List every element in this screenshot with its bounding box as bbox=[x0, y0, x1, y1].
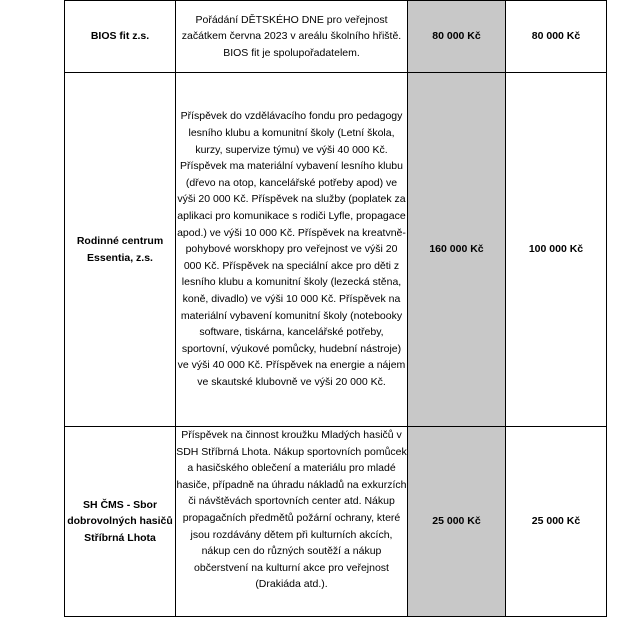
organization-cell: Rodinné centrum Essentia, z.s. bbox=[65, 73, 176, 427]
requested-amount-cell: 80 000 Kč bbox=[408, 1, 506, 73]
table-row bbox=[65, 427, 607, 617]
description-cell: Pořádání DĚTSKÉHO DNE pro veřejnost začátkem června 2023 v areálu školního hřiště. BIOS fit je spolupořadatelem. bbox=[176, 1, 408, 73]
description-cell: Příspěvek na činnost kroužku Mladých hasičů v SDH Stříbrná Lhota. Nákup sportovních pomůcek a hasičského oblečení a materiálu pro mladé hasiče, případně na úhradu nákladů na exkurzích či návštěvách sportovních center atd. Nákup propagačních předmětů požární ochrany, které jsou rozdávány dětem při kulturních akcích, nákup cen do různých soutěží a nákup občerstvení na kulturní akce pro veřejnost (Drakiáda atd.). bbox=[176, 427, 408, 617]
organization-cell: SH ČMS - Sbor dobrovolných hasičů Stříbrná Lhota bbox=[65, 427, 176, 617]
requested-amount-cell: 160 000 Kč bbox=[408, 73, 506, 427]
granted-amount-cell: 80 000 Kč bbox=[506, 1, 607, 73]
requested-amount-cell: 25 000 Kč bbox=[408, 427, 506, 617]
grants-table bbox=[64, 0, 607, 617]
table-row bbox=[65, 1, 607, 73]
description-cell: Příspěvek do vzdělávacího fondu pro pedagogy lesního klubu a komunitní školy (Letní škola, kurzy, supervize týmu) ve výši 40 000 Kč. Příspěvek ma materiální vybavení lesního klubu (dřevo na otop, kancelářské potřeby apod) ve výši 20 000 Kč. Příspěvek na služby (poplatek za aplikaci pro komunikace s rodiči Lyfle, propagace apod.) ve výši 10 000 Kč. Příspěvek na kreatvně-pohybové worskhopy pro veřejnost ve výši 20 000 Kč. Příspěvek na speciální akce pro děti z lesního klubu a komunitní školy (lezecká stěna, koně, divadlo) ve výši 10 000 Kč. Příspěvek na materiální vybavení komunitní školy (notebooky software, tiskárna, kancelářské potřeby, sportovní, výukové pomůcky, hudební nástroje) ve výši 40 000 Kč. Příspěvek na energie a nájem ve skautské klubovně ve výši 20 000 Kč. bbox=[176, 73, 408, 427]
granted-amount-cell: 25 000 Kč bbox=[506, 427, 607, 617]
table-row bbox=[65, 73, 607, 427]
organization-cell: BIOS fit z.s. bbox=[65, 1, 176, 73]
granted-amount-cell: 100 000 Kč bbox=[506, 73, 607, 427]
